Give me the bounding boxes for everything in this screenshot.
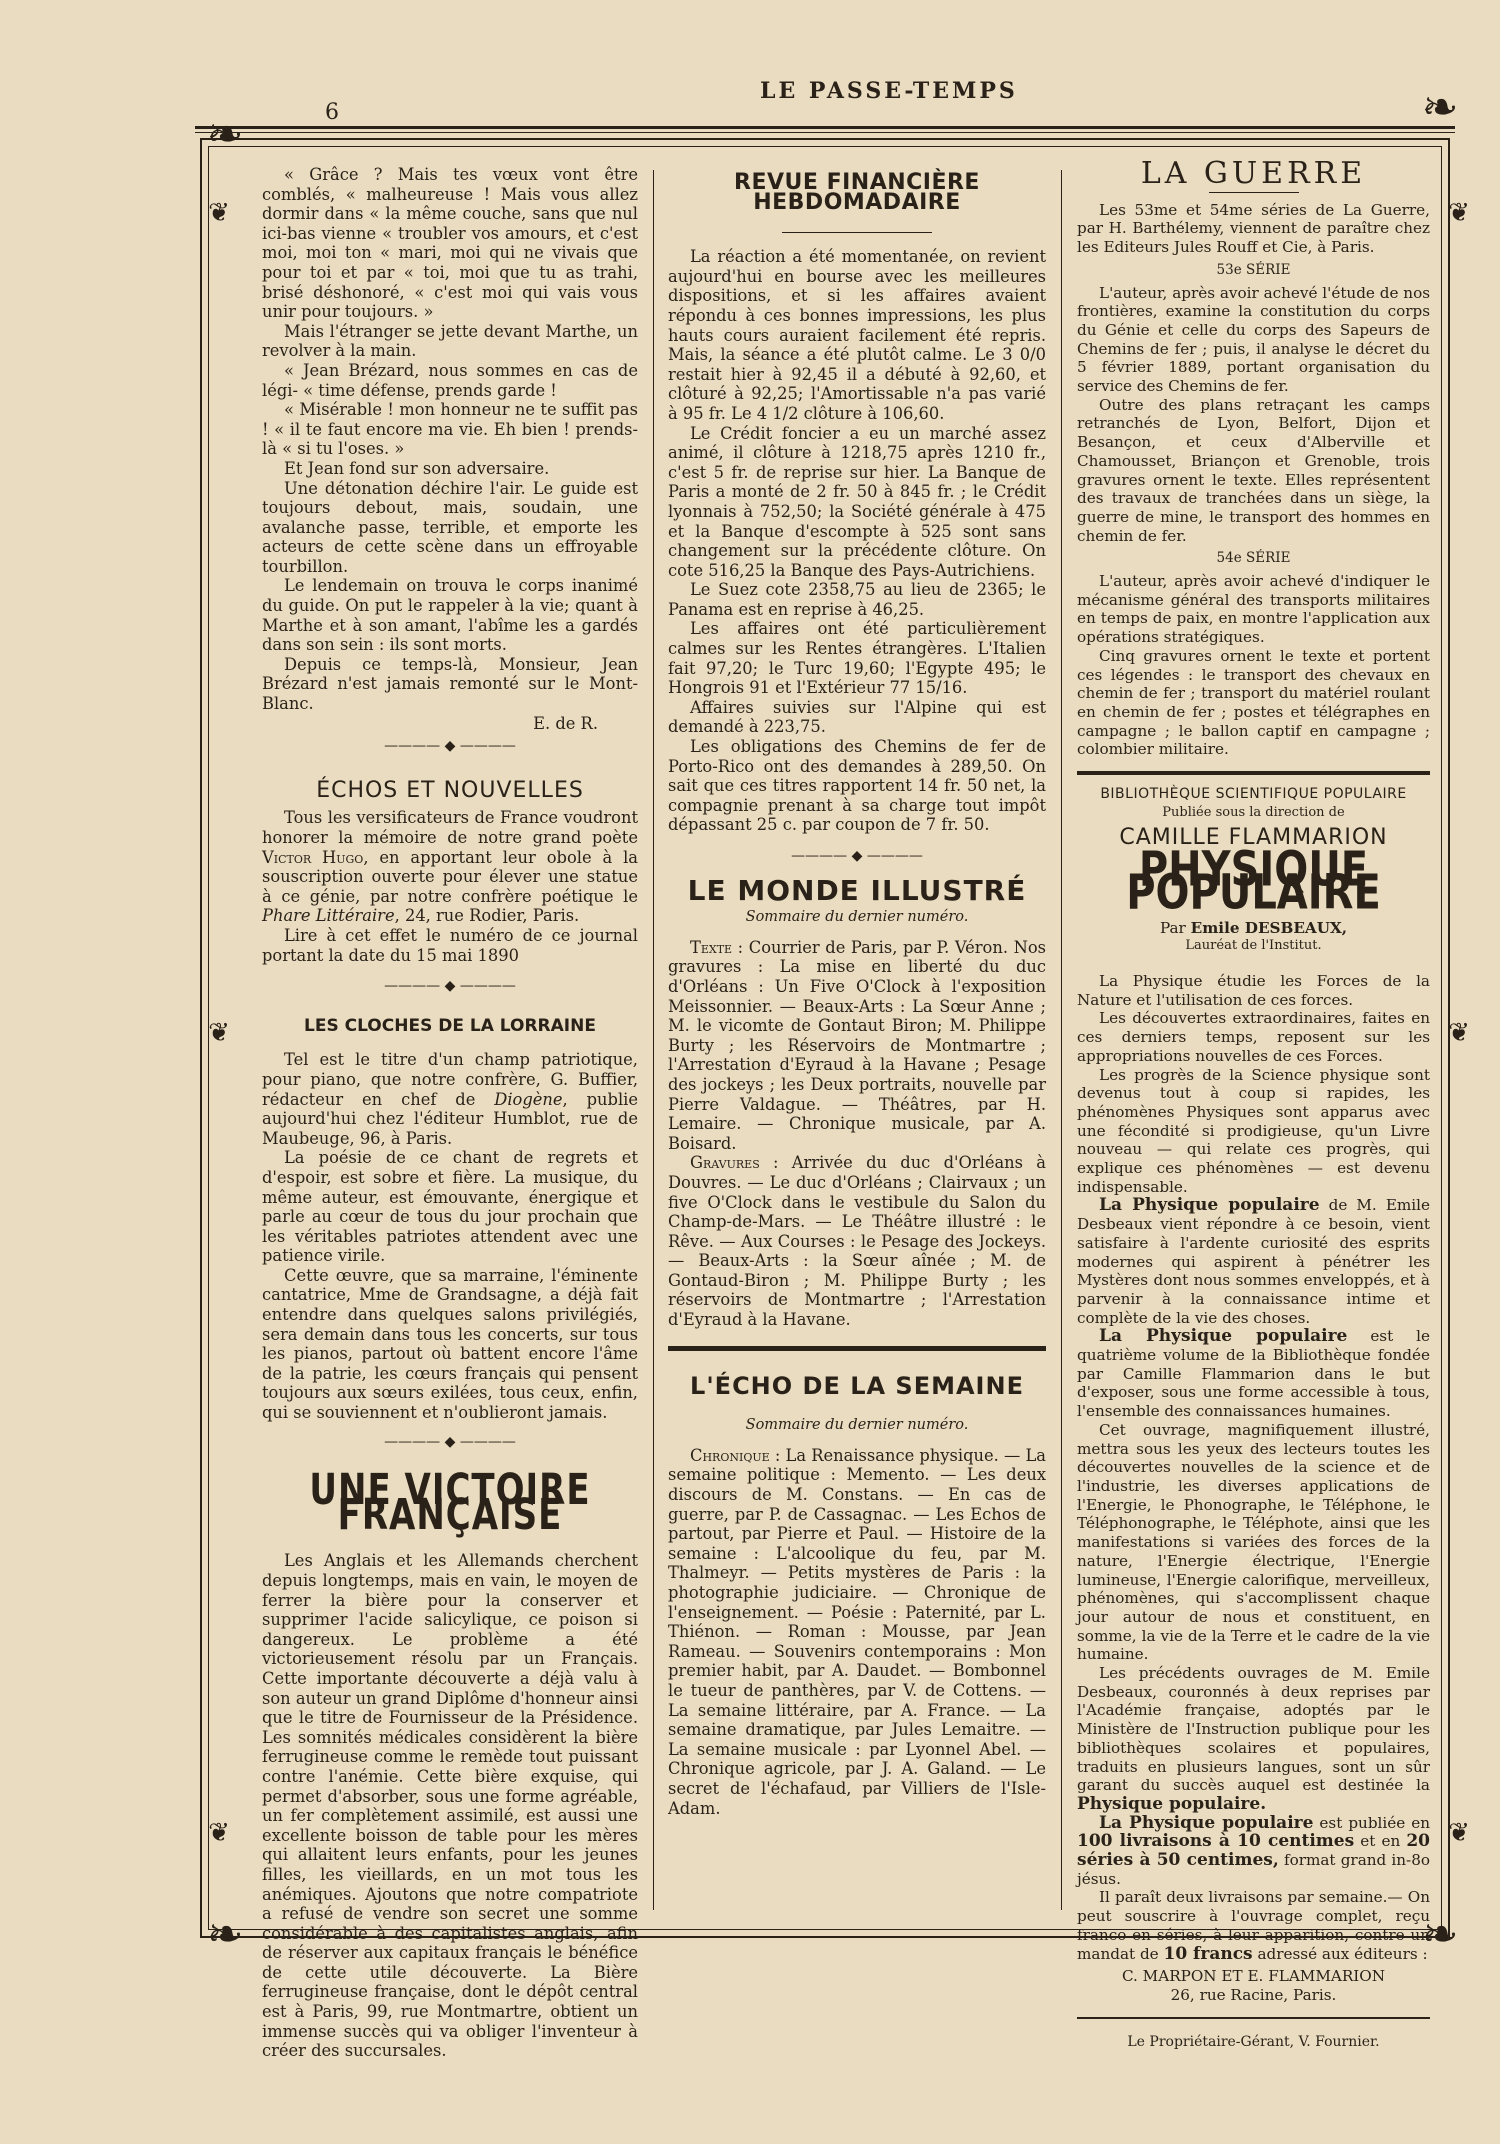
separator-ornament: ———— ◆ ————: [384, 978, 516, 995]
serie-54-paragraph: Cinq gravures ornent le texte et portent ces légendes : le transport des chevaux en chemin de fer ; transport du matériel roulant en chemin de fer ; postes et télégraphes en campagne ; le ballon captif en campagne ; colombier militaire.: [1077, 646, 1430, 759]
separator-ornament: ———— ◆ ————: [791, 848, 923, 864]
side-ornament-right-1: ❦: [1448, 198, 1470, 228]
story-paragraph: Une détonation déchire l'air. Le guide est toujours debout, mais, soudain, une avalanche passe, terrible, et emporte les acteurs de cette scène dans un effroyable tourbillon.: [262, 478, 638, 576]
side-ornament-left-2: ❦: [208, 1018, 230, 1048]
corner-ornament-bottom-left: ❧: [206, 1909, 244, 1960]
separator-ornament: ———— ◆ ————: [384, 1433, 516, 1450]
side-ornament-left-1: ❦: [208, 198, 230, 228]
physique-paragraph: La Physique populaire est publiée en 100 livraisons à 10 centimes et en 20 séries à 50 centimes, format grand in-8o jésus.: [1077, 1812, 1431, 1888]
echos-heading: ÉCHOS ET NOUVELLES: [316, 777, 584, 803]
bibliotheque-sub: Publiée sous la direction de: [1162, 804, 1345, 820]
story-paragraph: Depuis ce temps-là, Monsieur, Jean Brézard n'est jamais remonté sur le Mont-Blanc.: [262, 654, 638, 714]
revue-paragraph: Les obligations des Chemins de fer de Porto-Rico ont des demandes à 289,50. On sait que ces titres rapportent 14 fr. 50 net, la compagnie prenant à sa charge tout impôt dépassant 25 c. par coupon de 7 fr. 50.: [668, 737, 1046, 835]
thick-rule: [1077, 2017, 1430, 2019]
physique-paragraph: Les progrès de la Science physique sont devenus tout à coup si rapides, les phénomènes Physiques sont apparus avec une fécondité si prodigieuse, qu'un Livre nouveau — qui relate ces progrès, qui explique ces phénomènes — est devenu indispensable.: [1077, 1065, 1430, 1196]
column-right: [1077, 156, 1431, 2050]
physique-paragraph: La Physique populaire est le quatrième volume de la Bibliothèque fondée par Camille Flammarion dans le but d'exposer, sous une forme accessible à tous, l'ensemble des connaissances humaines.: [1077, 1326, 1431, 1421]
story-paragraph: Le lendemain on trouva le corps inanimé du guide. On put le rappeler à la vie; quant à Marthe et à son amant, l'abîme les a gardés dans son sein : ils sont morts.: [262, 576, 638, 655]
story-signature: E. de R.: [533, 713, 598, 733]
physique-paragraph: Il paraît deux livraisons par semaine.— On peut souscrire à l'ouvrage complet, reçu franco en séries, à leur apparition, contre un mandat de 10 francs adressé aux éditeurs :: [1077, 1888, 1430, 1964]
cloches-paragraph: La poésie de ce chant de regrets et d'espoir, est sobre et fière. La musique, du même auteur, est émouvante, énergique et parle au cœur de tous du jour prochain que les véritables patriotes attendent avec une patience virile.: [262, 1148, 638, 1266]
revue-paragraph: Affaires suivies sur l'Alpine qui est demandé à 223,75.: [668, 697, 1046, 737]
echo-semaine-paragraph: Chronique : La Renaissance physique. — La semaine politique : Memento. — Les deux discours de M. Constans. — En cas de guerre, par P. de Cassagnac. — Les Echos de partout, par Pierre et Paul. — Histoire de la semaine : L'alcoolique du feu, par M. Thalmeyr. — Petits mystères de Paris : la photographie judiciaire. — Chronique de l'enseignement. — Poésie : Paternité, par L. Thiénon. — Roman : Mousse, par Jean Rameau. — Souvenirs contemporains : Mon premier habit, par A. Daudet. — Bombonnel le tueur de panthères, par V. de Cottens. — La semaine littéraire, par A. France. — La semaine dramatique, par Jules Lemaitre. — La semaine musicale : par Lyonnel Abel. — Chronique agricole, par J. A. Galand. — Le secret de l'échafaud, par Villiers de l'Isle-Adam.: [668, 1445, 1046, 1818]
top-rule: [195, 126, 1455, 129]
echo-semaine-heading: L'ÉCHO DE LA SEMAINE: [690, 1371, 1024, 1400]
monde-subhead: Sommaire du dernier numéro.: [745, 909, 969, 926]
physique-heading: PHYSIQUE POPULAIRE: [1126, 842, 1381, 921]
physique-paragraph: La Physique étudie les Forces de la Nature et l'utilisation de ces forces.: [1077, 972, 1430, 1009]
story-paragraph: « Jean Brézard, nous sommes en cas de légi- « time défense, prends garde !: [262, 360, 638, 400]
revue-heading: REVUE FINANCIÈRE HEBDOMADAIRE: [734, 170, 980, 215]
physique-paragraph: Les précédents ouvrages de M. Emile Desbeaux, couronnés à deux reprises par l'Académie française, adoptés par le Ministère de l'Instruction publique pour les bibliothèques scolaires et populaires, traduits en plusieurs langues, sont un sûr garant du succès auquel est destinée la Physique populaire.: [1077, 1664, 1430, 1814]
story-paragraph: « Misérable ! mon honneur ne te suffit pas ! « il te faut encore ma vie. Eh bien ! prends-là « si tu l'oses. »: [262, 400, 638, 459]
corner-ornament-top-left: ❧: [206, 109, 244, 160]
physique-paragraph: Les découvertes extraordinaires, faites en ces derniers temps, reposent sur les appropriations nouvelles de ces Forces.: [1077, 1009, 1430, 1065]
revue-paragraph: Le Suez cote 2358,75 au lieu de 2365; le Panama est en reprise à 46,25.: [668, 580, 1046, 619]
masthead: LE PASSE-TEMPS: [760, 78, 1018, 104]
story-paragraph: Et Jean fond sur son adversaire.: [284, 458, 550, 478]
monde-heading: LE MONDE ILLUSTRÉ: [687, 873, 1027, 907]
corner-ornament-top-right: ❧: [1421, 82, 1459, 133]
editors-address: 26, rue Racine, Paris.: [1170, 1985, 1337, 2004]
monde-texte-paragraph: Texte : Courrier de Paris, par P. Véron. Nos gravures : La mise en liberté du duc d'Orléans : Un Five O'Clock à l'exposition Meissonnier. — Beaux-Arts : La Sœur Anne ; M. le vicomte de Gontaut Biron; M. Philippe Burty ; les Réservoirs de Montmartre ; l'Arrestation d'Eyraud à la Havane ; Pesage des jockeys ; les Deux portraits, nouvelle par Pierre Valdague. — Théâtres, par H. Lemaire. — Chronique musicale, par A. Boisard.: [668, 937, 1046, 1153]
echos-paragraph: Lire à cet effet le numéro de ce journal portant la date du 15 mai 1890: [262, 925, 638, 965]
side-ornament-right-3: ❦: [1448, 1818, 1470, 1848]
serie-54-label: 54e SÉRIE: [1216, 550, 1291, 567]
cloches-paragraph: Tel est le titre d'un champ patriotique, pour piano, que notre confrère, G. Buffier, rédacteur en chef de Diogène, publie aujourd'hui chez l'éditeur Humblot, rue de Maubeuge, 96, à Paris.: [262, 1050, 638, 1148]
flammarion-heading: CAMILLE FLAMMARION: [1119, 824, 1388, 850]
author-title: Lauréat de l'Institut.: [1185, 938, 1322, 954]
author-line: Par Emile DESBEAUX,: [1159, 918, 1348, 937]
column-middle: [668, 165, 1046, 1924]
thick-rule: [668, 1346, 1046, 1351]
revue-paragraph: Les affaires ont été particulièrement calmes sur les Rentes étrangères. L'Italien fait 97,20; le Turc 19,60; l'Egypte 495; le Hongrois 91 et l'Extérieur 77 15/16.: [668, 619, 1046, 698]
echo-semaine-subhead: Sommaire du dernier numéro.: [745, 1417, 969, 1434]
side-ornament-left-3: ❦: [208, 1818, 230, 1848]
column-divider-2: [1061, 170, 1062, 1910]
cloches-paragraph: Cette œuvre, que sa marraine, l'éminente cantatrice, Mme de Grandsagne, a déjà fait entendre dans quelques salons privilégiés, sera demain dans tous les concerts, sur tous les pianos, partout où battent encore l'âme de la patrie, les cœurs français qui pensent toujours aux sœurs exilées, tous ceux, enfin, qui se souviennent et n'oublieront jamais.: [262, 1265, 638, 1423]
page-number: 6: [325, 100, 339, 125]
story-paragraph: « Grâce ? Mais tes vœux vont être comblés, « malheureuse ! Mais vous allez dormir dans « la même couche, sans que nul ici-bas vienne « troubler vos amours, et c'est moi, moi ton « mari, moi qui ne vivais que pour toi et par « toi, moi que tu as trahi, brisé déshonoré, « c'est moi qui vais vous unir pour toujours. »: [262, 165, 638, 322]
victoire-paragraph: Les Anglais et les Allemands cherchent depuis longtemps, mais en vain, le moyen de ferrer la bière pour la conserver et supprimer l'acide salicylique, ce poison si dangereux. Le problème a été victorieusement résolu par un Français. Cette importante découverte a déjà valu à son auteur un grand Diplôme d'honneur ainsi que le titre de Fournisseur de la Présidence. Les somnités médicales considèrent la bière ferrugineuse comme le remède tout puissant contre l'anémie. Cette bière exquise, qui permet d'absorber, sous une forme agréable, un fer complètement assimilé, est aussi une excellente boisson de table pour les mères qui allaitent leurs enfants, pour les jeunes filles, les vieillards, en un mot tous les anémiques. Ajoutons que notre compatriote a refusé de vendre son secret une somme considérable à des capitalistes anglais, afin de réserver aux capitaux français le bénéfice de cette utile découverte. La Bière ferrugineuse française, dont le dépôt central est à Paris, 99, rue Montmartre, obtient un immense succès qui va obliger l'inventeur à créer des succursales.: [262, 1551, 638, 2061]
physique-paragraph: La Physique populaire de M. Emile Desbeaux vient répondre à ce besoin, vient satisfaire à l'ardente curiosité des esprits modernes qui aspirent à pénétrer les Mystères dont nous sommes enveloppés, et à parvenir à la connaissance intime et complète de la vie des choses.: [1077, 1195, 1431, 1327]
revue-paragraph: La réaction a été momentanée, on revient aujourd'hui en bourse avec les meilleures dispositions, et si les affaires avaient répondu à ces bonnes impressions, les plus hauts cours auraient facilement été repris. Mais, la séance a été plutôt calme. Le 3 0/0 restait hier à 92,45 il a débuté à 92,60, et clôturé à 92,25; l'Amortissable n'a pas varié à 95 fr. Le 4 1/2 clôture à 106,60.: [668, 247, 1046, 423]
separator-line: [1209, 192, 1299, 193]
column-left: [262, 165, 638, 2061]
story-paragraph: Mais l'étranger se jette devant Marthe, un revolver à la main.: [262, 321, 638, 361]
physique-paragraph: Cet ouvrage, magnifiquement illustré, mettra sous les yeux des lecteurs toutes les découvertes nouvelles de la science et de l'industrie, les diverses applications de l'Energie, le Phonographe, le Téléphone, le Téléphonographe, le Téléphote, ainsi que les manifestations si variées des forces de la nature, l'Energie électrique, l'Energie lumineuse, l'Energie calorifique, merveilleux, phénomènes, qui s'accomplissent chaque jour autour de nous et constituent, en somme, la vie de la Terre et le cadre de la vie humaine.: [1077, 1420, 1430, 1664]
separator-line: [782, 232, 932, 233]
cloches-heading: LES CLOCHES DE LA LORRAINE: [304, 1015, 596, 1036]
serie-53-label: 53e SÉRIE: [1216, 261, 1291, 278]
bibliotheque-heading: BIBLIOTHÈQUE SCIENTIFIQUE POPULAIRE: [1100, 786, 1407, 803]
column-divider-1: [653, 170, 654, 1910]
serie-53-paragraph: Outre des plans retraçant les camps retranchés de Lyon, Belfort, Dijon et Besançon, et ceux d'Alberville et Chamousset, Briançon et Grenoble, trois gravures ornent le texte. Elles représentent des travaux de tranchées dans un siège, la guerre de mine, le transport des hommes en chemin de fer.: [1077, 395, 1430, 545]
guerre-intro: Les 53me et 54me séries de La Guerre, par H. Barthélemy, viennent de paraître chez les Editeurs Jules Rouff et Cie, à Paris.: [1077, 200, 1430, 257]
editors-name: C. MARPON ET E. FLAMMARION: [1121, 1967, 1386, 1986]
monde-gravures-paragraph: Gravures : Arrivée du duc d'Orléans à Douvres. — Le duc d'Orléans ; Clairvaux ; un five O'Clock dans le vestibule du Salon du Champ-de-Mars. — Le Théâtre illustré : le Rêve. — Aux Courses : le Pesage des Jockeys. — Beaux-Arts : la Sœur aînée ; M. de Gontaud-Biron ; M. Philippe Burty ; les réservoirs de Montmartre ; l'Arrestation d'Eyraud à la Havane.: [668, 1153, 1046, 1330]
serie-54-paragraph: L'auteur, après avoir achevé d'indiquer le mécanisme général des transports militaires en temps de paix, en montre l'application aux opérations stratégiques.: [1077, 572, 1430, 647]
thick-rule: [1077, 771, 1430, 775]
echos-paragraph: Tous les versificateurs de France voudront honorer la mémoire de notre grand poète Victor Hugo, en apportant leur obole à la souscription ouverte pour élever une statue à ce génie, par notre confrère poétique le Phare Littéraire, 24, rue Rodier, Paris.: [262, 808, 638, 926]
side-ornament-right-2: ❦: [1448, 1018, 1470, 1048]
revue-paragraph: Le Crédit foncier a eu un marché assez animé, il clôture à 1218,75 après 1210 fr., c'est 5 fr. de reprise sur hier. La Banque de Paris a monté de 2 fr. 50 à 845 fr. ; le Crédit lyonnais à 752,50; la Société générale à 475 et la Banque d'escompte à 525 sont sans changement sur la précédente clôture. On cote 516,25 la Banque des Pays-Autrichiens.: [668, 423, 1046, 580]
separator-ornament: ———— ◆ ————: [384, 738, 516, 755]
guerre-heading: LA GUERRE: [1140, 156, 1367, 191]
victoire-heading: UNE VICTOIRE FRANÇAISE: [309, 1465, 591, 1541]
footer-gerant: Le Propriétaire-Gérant, V. Fournier.: [1127, 2033, 1380, 2050]
corner-ornament-bottom-right: ❧: [1421, 1909, 1459, 1960]
top-rule-thin: [195, 132, 1455, 133]
serie-53-paragraph: L'auteur, après avoir achevé l'étude de nos frontières, examine la constitution du corps du Génie et celle du corps des Sapeurs de Chemins de fer ; puis, il analyse le décret du 5 février 1889, portant organisation du service des Chemins de fer.: [1077, 283, 1431, 396]
